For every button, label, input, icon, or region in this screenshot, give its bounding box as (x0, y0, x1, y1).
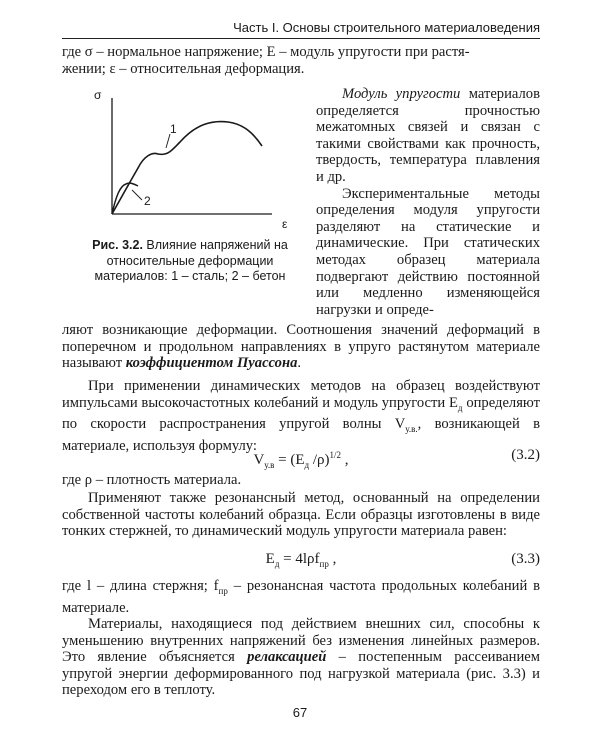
f33-eq: = 4lρf (279, 551, 320, 567)
running-header: Часть I. Основы строительного материаловедения (233, 20, 540, 35)
where-sub-pr: пр (218, 585, 228, 596)
modulus-paragraph (316, 86, 540, 186)
formula-3-3 (62, 548, 540, 570)
modulus-text: материалов определяется прочностью межатомных связей и связан с такими свойствами как прочность, твердость, температура плавления и др. (316, 86, 540, 185)
figure-3-2 (72, 86, 302, 238)
y-axis-label: σ (94, 88, 102, 102)
f32-e-sub: д (304, 460, 310, 470)
term-modulus: Модуль упругости (342, 86, 461, 102)
formula-3-3-expression (62, 548, 540, 575)
resonance-paragraph: Применяют также резонансный метод, основанный на определении собственной частоты колебаний образца. Если образцы изготовлены в виде тонких стержней, то динамический модуль упругости материала равен: (62, 490, 540, 540)
page-number: 67 (292, 705, 308, 720)
f32-power: 1/2 (329, 450, 342, 460)
formula-3-2-number: (3.2) (511, 447, 540, 463)
f33-tail: , (328, 551, 337, 567)
dynamic-text-b: определяют по скорости распространения упругой волны V (62, 394, 541, 433)
f32-lhs: V (253, 452, 265, 468)
f33-lhs: E (265, 551, 275, 567)
dynamic-sub-d: д (457, 402, 463, 413)
intro-line-1: где σ – нормальное напряжение; Е – модуль упругости при растя- (62, 44, 470, 60)
leader-1 (166, 134, 170, 148)
term-poisson: коэффициентом Пуассона (125, 355, 298, 372)
curve-steel (112, 122, 262, 214)
x-axis-label: ε (282, 217, 288, 231)
dynamic-paragraph (62, 378, 540, 454)
header-rule (62, 38, 540, 39)
f32-rest: /ρ) (309, 452, 330, 468)
stress-strain-graph (72, 86, 302, 238)
intro-lines (62, 44, 540, 77)
where-paragraph (62, 578, 540, 616)
caption-number: Рис. 3.2. (92, 238, 143, 252)
intro-line-2: жении; ε – относительная деформация. (62, 60, 305, 77)
figure-caption (70, 238, 310, 285)
leader-2 (132, 190, 142, 200)
dynamic-sub-ub: у.в. (405, 424, 418, 434)
f32-tail: , (341, 452, 349, 468)
rho-line: где ρ – плотность материала. (62, 472, 242, 488)
where-text-a: где l – длина стержня; f (62, 578, 219, 594)
continuation-text: ляют возникающие деформации. Соотношения значений деформаций в поперечном и продольном направлениях в упруго растянутом материале называют (62, 322, 540, 372)
relaxation-text-b: – постепенным рассеиванием упругой энергии деформированного под нагрузкой материала (рис. 3.3) и переходом его в теплоту. (62, 649, 540, 699)
f32-eq: = (E (274, 452, 305, 468)
caption-text: Влияние напряжений на относительные деформации материалов: 1 – сталь; 2 – бетон (94, 238, 288, 283)
term-relaxation: релаксацией (247, 649, 327, 666)
formula-3-3-number: (3.3) (511, 551, 540, 567)
f33-lhs-sub: д (274, 559, 280, 569)
methods-paragraph: Экспериментальные методы определения модуля упругости разделяют на статические и динамические. При статических методах образец материала подвергают действию постоянной или медленно изменяющейся нагрузки и опреде- (316, 185, 540, 318)
dynamic-text-a: При применении динамических методов на образец воздействуют импульсами высокочастотных колебаний и модуль упругости Е (62, 378, 540, 411)
dynamic-text-c: , возникающей в материале, используя формулу: (62, 416, 540, 454)
where-text-b: – резонансная частота продольных колебаний в материале. (62, 578, 540, 616)
curve-concrete (112, 183, 138, 214)
continuation-paragraph (62, 322, 540, 372)
relaxation-text-a: Материалы, находящиеся под действием внешних сил, способны к уменьшению внутренних напряжений без изменения линейных размеров. Это явление объясняется (62, 616, 540, 666)
right-column (316, 86, 540, 318)
curve-2-label: 2 (144, 194, 151, 208)
f33-f-sub: пр (319, 559, 329, 569)
continuation-end: . (297, 355, 302, 372)
f32-lhs-sub: у.в (264, 460, 275, 470)
curve-1-label: 1 (170, 122, 177, 136)
relaxation-paragraph (62, 616, 540, 699)
formula-3-2 (62, 444, 540, 470)
